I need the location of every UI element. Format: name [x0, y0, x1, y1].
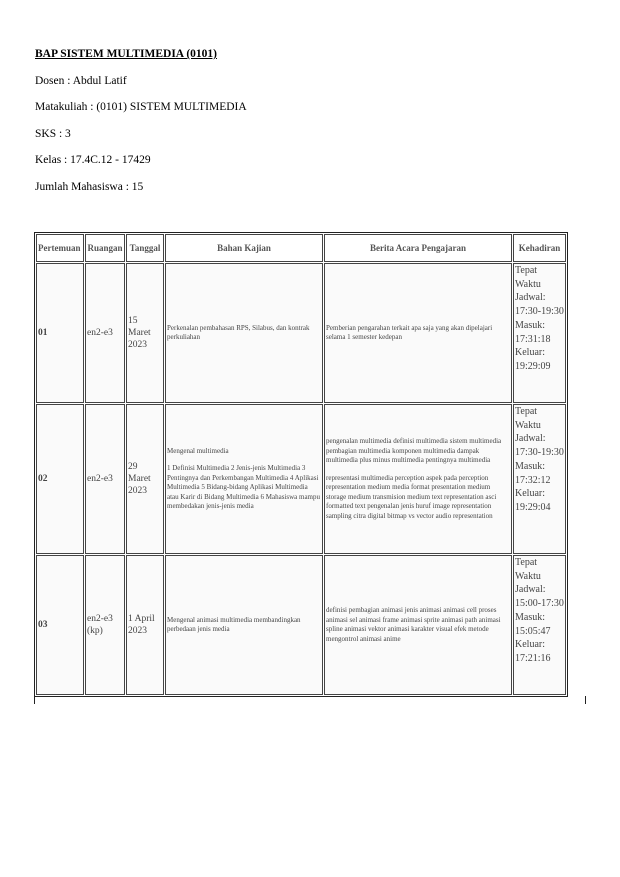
column-header-tanggal: Tanggal: [126, 234, 164, 262]
meeting-number: 02: [36, 404, 84, 554]
study-material: Mengenal animasi multimedia membandingkan perbedaan jenis media: [165, 555, 323, 695]
table-row: [36, 555, 566, 695]
teaching-report: [324, 404, 512, 554]
column-header-berita-acara: Berita Acara Pengajaran: [324, 234, 512, 262]
table-continuation-edge: [34, 696, 586, 704]
column-header-kehadiran: Kehadiran: [513, 234, 566, 262]
meeting-table: [34, 232, 568, 697]
document-title: BAP SISTEM MULTIMEDIA (0101): [35, 48, 218, 60]
teaching-report-part-2: representasi multimedia perception aspek pada perception representation medium media format presentation medium storage medium transmision medium text representation asci formatted text pengenalan jenis huruf image representation sampling citra digital bitmap vs vector audio representation: [326, 473, 497, 520]
attendance: Tepat Waktu Jadwal: 17:30-19:30 Masuk: 17:32:12 Keluar: 19:29:04: [513, 404, 566, 554]
course-line: Matakuliah : (0101) SISTEM MULTIMEDIA: [35, 101, 247, 113]
table-row: [36, 404, 566, 554]
meeting-number: 03: [36, 555, 84, 695]
study-material: Perkenalan pembahasan RPS, Silabus, dan kontrak perkuliahan: [165, 263, 323, 403]
room: en2-e3 (kp): [85, 555, 125, 695]
table-header-row: [36, 234, 566, 262]
lecturer-line: Dosen : Abdul Latif: [35, 74, 127, 87]
teaching-report-part-1: pengenalan multimedia definisi multimedia sistem multimedia pembagian multimedia komponen multimedia dampak multimedia plus minus multimedia pentingnya multimedia: [326, 437, 502, 464]
column-header-ruangan: Ruangan: [85, 234, 125, 262]
column-header-bahan-kajian: Bahan Kajian: [165, 234, 323, 262]
room: en2-e3: [85, 404, 125, 554]
column-header-pertemuan: Pertemuan: [36, 234, 84, 262]
teaching-report: definisi pembagian animasi jenis animasi animasi cell proses animasi sel animasi frame animasi sprite animasi path animasi spline animasi vektor animasi karakter visual efek metode mengontrol animasi anime: [324, 555, 512, 695]
study-material: [165, 404, 323, 554]
study-material-details: 1 Definisi Multimedia 2 Jenis-jenis Multimedia 3 Pentingnya dan Perkembangan Multimedia 4 Aplikasi Multimedia 5 Bidang-bidang Aplikasi Multimedia atau Karir di Bidang Multimedia 6 Mahasiswa mampu membedakan jenis-jenis media: [167, 464, 320, 510]
student-count-line: Jumlah Mahasiswa : 15: [35, 180, 144, 193]
attendance: Tepat Waktu Jadwal: 17:30-19:30 Masuk: 17:31:18 Keluar: 19:29:09: [513, 263, 566, 403]
teaching-report: Pemberian pengarahan terkait apa saja yang akan dipelajari selama 1 semester kedepan: [324, 263, 512, 403]
meeting-number: 01: [36, 263, 84, 403]
table-row: [36, 263, 566, 403]
document-header: [35, 46, 247, 205]
study-material-topic: Mengenal multimedia: [167, 446, 229, 455]
date: 1 April 2023: [126, 555, 164, 695]
credits-line: SKS : 3: [35, 127, 71, 140]
date: 15 Maret 2023: [126, 263, 164, 403]
date: 29 Maret 2023: [126, 404, 164, 554]
attendance: Tepat Waktu Jadwal: 15:00-17:30 Masuk: 15:05:47 Keluar: 17:21:16: [513, 555, 566, 695]
class-line: Kelas : 17.4C.12 - 17429: [35, 154, 151, 166]
room: en2-e3: [85, 263, 125, 403]
